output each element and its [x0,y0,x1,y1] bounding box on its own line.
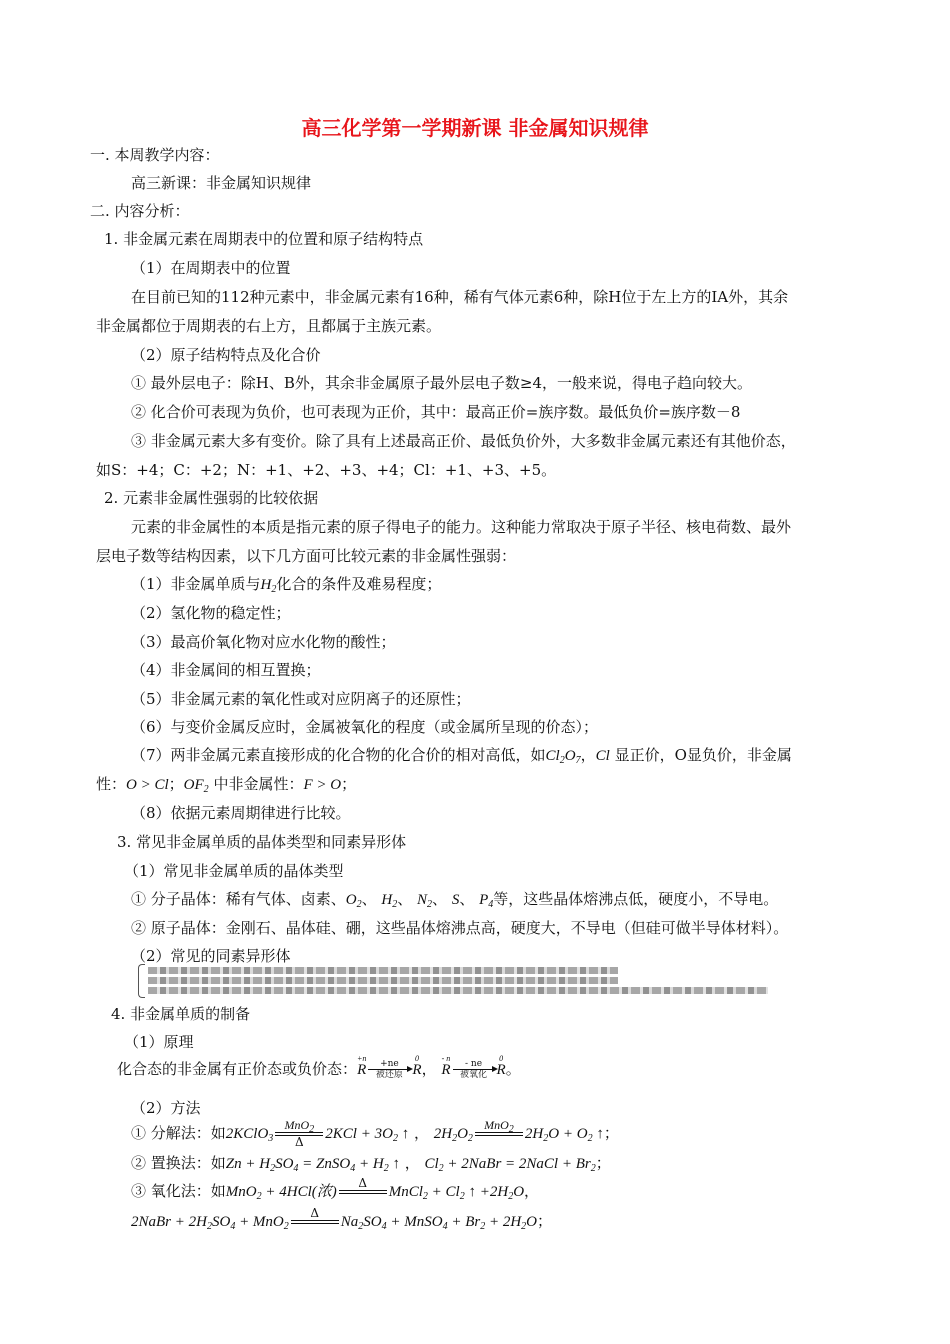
equation-nabr-oxidation: 2NaBr + $2H_2SO_4 + MnO_2$ Δ $Na_2SO_4$ + MnSO$_4$ + $Br_2 + 2H_2O$； [131,1206,552,1237]
criterion-1-post: 化合的条件及难易程度； [276,575,442,593]
part-2-intro-a: 元素的非金属性的本质是指元素的原子得电子的能力。这种能力常取决于原子半径、核电荷数、最外 [131,518,792,536]
catalyst-sign-1: MnO$_2$ Δ [273,1119,325,1149]
part-1-item-2: ② 化合价可表现为负价，也可表现为正价，其中：最高正价=族序数。最低负价=族序数－8 [131,403,741,421]
criterion-7-line-1: （7）两非金属元素直接形成的化合物的化合价的相对高低，如$Cl_2O_7$，Cl 显正价，O显负价，非金属 [131,746,792,766]
method-displacement: ② 置换法：如$Zn + H_2SO_4$ = ZnSO$_4$ + $H_2$ ↑ ， $Cl_2$ + 2NaBr = 2NaCl + $Br_2$； [131,1154,611,1174]
criterion-7-line-2: 性：O > Cl；$OF_2$ 中非金属性：F > O； [96,775,357,795]
section-1-content: 高三新课：非金属知识规律 [131,174,312,192]
allotrope-list-image [138,964,770,996]
heat-sign-2: Δ [289,1207,341,1237]
part-3-heading: 3. 常见非金属单质的晶体类型和同素异形体 [117,833,407,851]
method-decomposition: ① 分解法：如2KClO$_3$ MnO$_2$ Δ $2KCl + 3O_2$ ↑ ， $2H_2O_2$ MnO$_2$ $2H_2O + O_2$ ↑； [131,1118,619,1149]
formula-f-gt-o: F > O [303,777,342,793]
part-4-sub-2: （2）方法 [131,1099,201,1117]
part-2-heading: 2. 元素非金属性强弱的比较依据 [104,489,319,507]
part-3-sub-1: （1）常见非金属单质的晶体类型 [124,862,344,880]
part-1-text-1a: 在目前已知的112种元素中，非金属元素有16种，稀有气体元素6种，除H位于左上方的IA外，其余 [131,288,789,306]
part-1-text-1b: 非金属都位于周期表的右上方，且都属于主族元素。 [96,317,442,335]
criterion-2: （2）氢化物的稳定性； [131,604,291,622]
part-4-sub-1: （1）原理 [124,1033,194,1051]
page-title: 高三化学第一学期新课 非金属知识规律 [301,116,649,140]
criterion-1-pre: （1）非金属单质与 [131,575,261,593]
equation-mno2-hcl: MnO$_2$ + 4HCl(浓) [225,1184,337,1202]
oxidation-arrow: - ne 被氧化 [451,1059,497,1081]
criterion-3: （3）最高价氧化物对应水化物的酸性； [131,633,396,651]
equation-zn: $Zn + H_2SO_4$ = ZnSO$_4$ + $H_2$ ↑ [225,1156,400,1174]
part-1-heading: 1. 非金属元素在周期表中的位置和原子结构特点 [104,230,424,248]
criterion-5: （5）非金属元素的氧化性或对应阴离子的还原性； [131,690,471,708]
formula-o-gt-cl: O > Cl [126,777,169,793]
criterion-4: （4）非金属间的相互置换； [131,661,321,679]
part-2-intro-b: 层电子数等结构因素，以下几方面可比较元素的非金属性强弱： [96,547,517,565]
part-4-heading: 4. 非金属单质的制备 [111,1005,251,1023]
reduction-arrow: +ne 被还原 [366,1059,412,1081]
criterion-6: （6）与变价金属反应时，金属被氧化的程度（或金属所呈现的价态）； [131,718,599,736]
formula-cl2o7: $Cl_2O_7$ [545,748,581,766]
hydrogen-formula: $H_2$ [260,577,277,595]
r-zero-valence-2: 0 R [496,1054,506,1078]
molecular-crystal: ① 分子晶体：稀有气体、卤素、$O_2$、 $H_2$、 $N_2$、 S、 $P_4$等，这些晶体熔沸点低，硬度小，不导电。 [131,890,779,910]
atomic-crystal: ② 原子晶体：金刚石、晶体硅、硼，这些晶体熔沸点高，硬度大，不导电（但硅可做半导体材料）。 [131,919,789,937]
part-1-sub-2: （2）原子结构特点及化合价 [131,346,321,364]
heat-sign-1: Δ [337,1177,389,1207]
r-positive-valence: +n R [357,1054,367,1078]
part-1-item-3b: 如S：+4；C：+2；N：+1、+2、+3、+4；Cl：+1、+3、+5。 [96,461,557,479]
catalyst-sign-2: MnO$_2$ [473,1119,525,1149]
part-1-item-1: ① 最外层电子：除H、B外，其余非金属原子最外层电子数≥4，一般来说，得电子趋向较大。 [131,374,752,392]
equation-cl2-nabr: $Cl_2$ + 2NaBr = 2NaCl + $Br_2$ [424,1156,596,1174]
principle-line: 化合态的非金属有正价态或负价态： +n R +ne 被还原 0 R ， - n R - ne 被氧化 0 R 。 [117,1054,521,1080]
section-2-heading: 二. 内容分析： [90,202,190,220]
method-oxidation: ③ 氧化法：如MnO$_2$ + 4HCl(浓) Δ MnCl$_2$ + $Cl_2$ ↑ $+2H_2O$， [131,1176,539,1207]
r-negative-valence: - n R [441,1054,451,1078]
criterion-1 [131,573,441,596]
r-zero-valence-1: 0 R [412,1054,422,1078]
equation-h2o2: $2H_2O_2$ [433,1126,473,1144]
part-1-sub-1: （1）在周期表中的位置 [131,259,291,277]
equation-kclo3: 2KClO$_3$ [225,1126,274,1144]
formula-of2: $OF_2$ [183,777,209,795]
criterion-8: （8）依据元素周期律进行比较。 [131,804,351,822]
formula-cl: Cl [595,748,610,764]
section-1-heading: 一. 本周教学内容： [90,146,220,164]
part-1-item-3a: ③ 非金属元素大多有变价。除了具有上述最高正价、最低负价外，大多数非金属元素还有其他价态， [131,432,796,450]
part-3-sub-2: （2）常见的同素异形体 [131,947,291,965]
formula-list: $O_2$ [345,892,362,910]
